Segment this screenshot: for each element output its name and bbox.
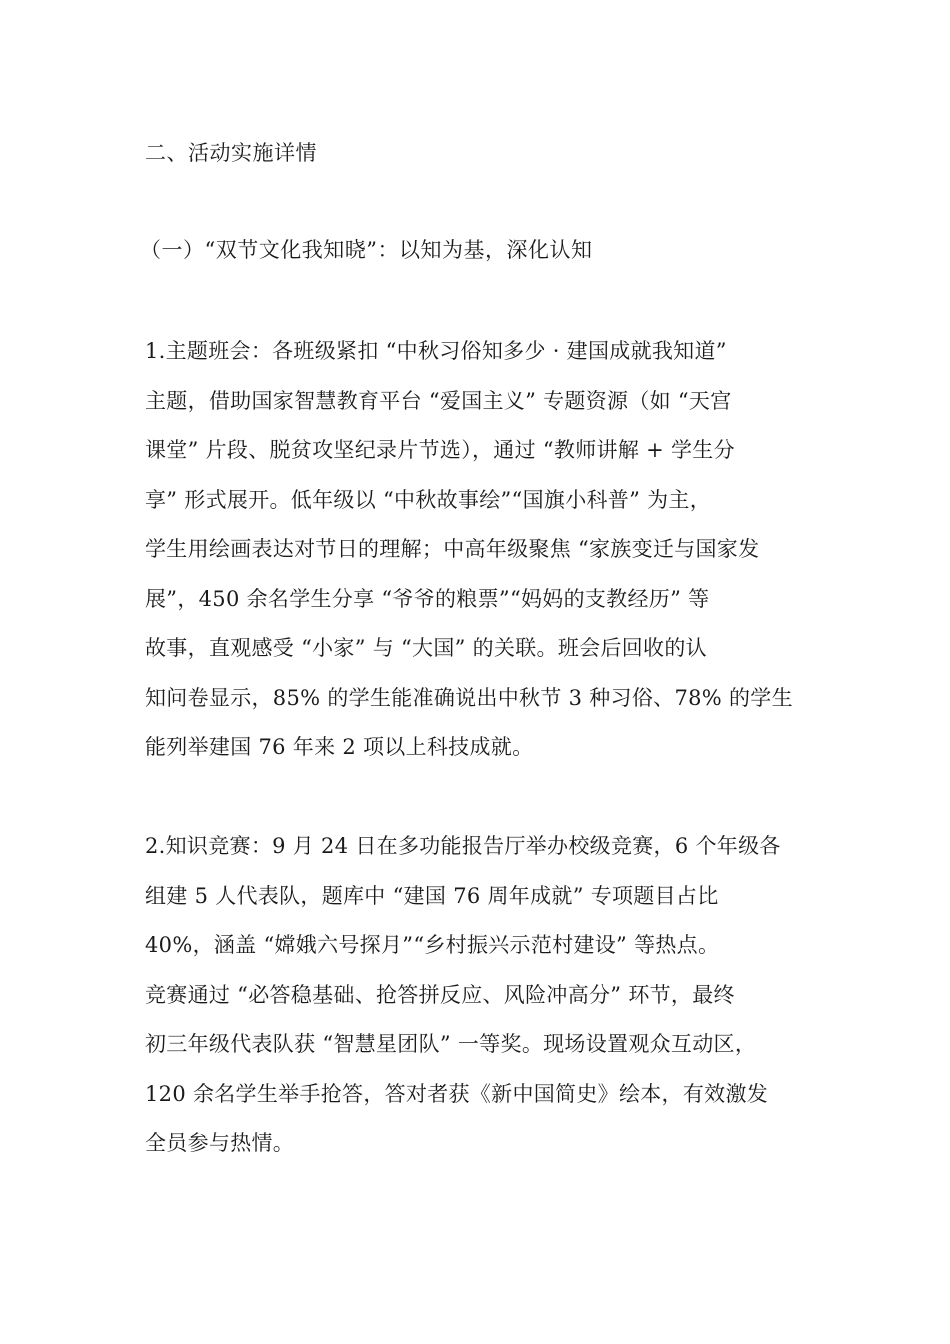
paragraph-line: 2.知识竞赛：9 月 24 日在多功能报告厅举办校级竞赛，6 个年级各: [145, 834, 781, 858]
paragraph-line: 故事，直观感受 “小家” 与 “大国” 的关联。班会后回收的认: [145, 636, 707, 660]
subsection-title: （一）“双节文化我知晓”：以知为基，深化认知: [140, 238, 593, 262]
paragraph-line: 全员参与热情。: [145, 1131, 295, 1155]
section-title: 二、活动实施详情: [145, 141, 317, 165]
paragraph-line: 主题，借助国家智慧教育平台 “爱国主义” 专题资源（如 “天宫: [145, 388, 732, 413]
paragraph-line: 能列举建国 76 年来 2 项以上科技成就。: [145, 735, 534, 759]
paragraph-line: 竞赛通过 “必答稳基础、抢答拼反应、风险冲高分” 环节，最终: [145, 982, 735, 1007]
paragraph-line: 120 余名学生举手抢答，答对者获《新中国简史》绘本，有效激发: [145, 1081, 769, 1106]
paragraph-line: 知问卷显示，85% 的学生能准确说出中秋节 3 种习俗、78% 的学生: [145, 685, 793, 710]
paragraph-line: 课堂” 片段、脱贫攻坚纪录片节选），通过 “教师讲解 + 学生分: [145, 438, 735, 462]
paragraph-line: 40%，涵盖 “嫦娥六号探月”“乡村振兴示范村建设” 等热点。: [145, 933, 720, 957]
paragraph-line: 享” 形式展开。低年级以 “中秋故事绘”“国旗小科普” 为主，: [145, 487, 712, 512]
paragraph-line: 学生用绘画表达对节日的理解；中高年级聚焦 “家族变迁与国家发: [145, 537, 760, 561]
paragraph-line: 展”，450 余名学生分享 “爷爷的粮票”“妈妈的支教经历” 等: [145, 586, 710, 611]
paragraph-knowledge-contest: [145, 822, 815, 1169]
paragraph-line: 1.主题班会：各班级紧扣 “中秋习俗知多少 · 建国成就我知道”: [145, 339, 727, 363]
paragraph-line: 组建 5 人代表队，题库中 “建国 76 周年成就” 专项题目占比: [145, 883, 719, 908]
paragraph-class-meeting: [145, 327, 815, 773]
paragraph-line: 初三年级代表队获 “智慧星团队” 一等奖。现场设置观众互动区，: [145, 1032, 757, 1056]
